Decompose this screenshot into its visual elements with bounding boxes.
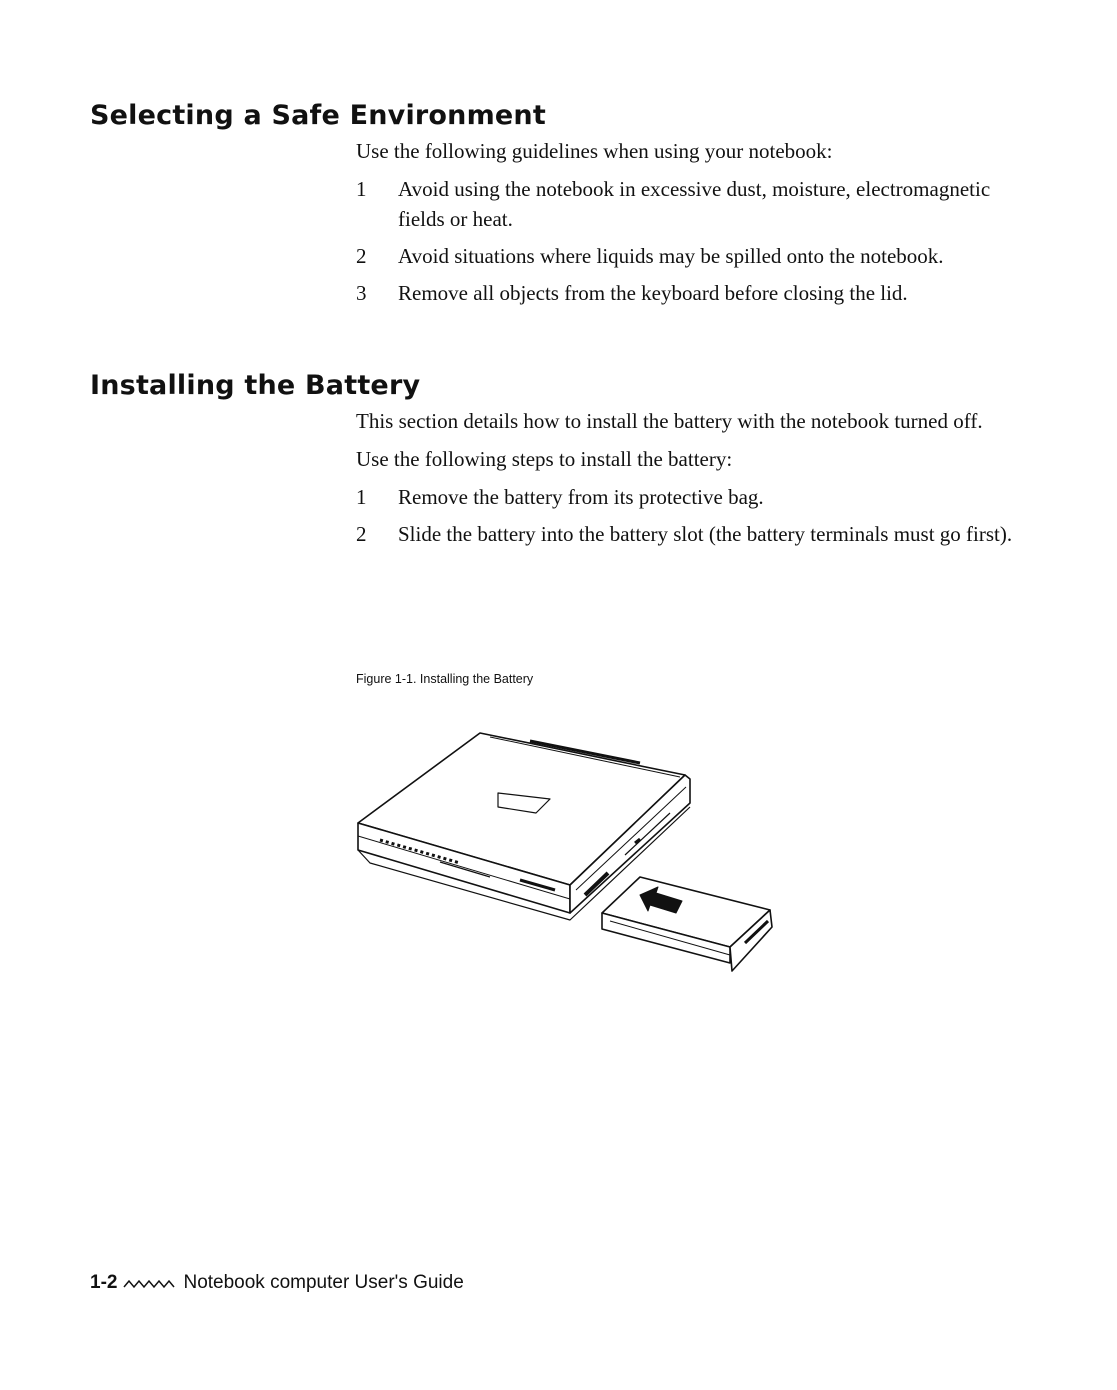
safe-environment-list: [356, 174, 1016, 308]
installing-battery-steps: [356, 482, 1016, 549]
section-heading-installing-battery: Installing the Battery: [90, 370, 421, 401]
figure-caption: Figure 1-1. Installing the Battery: [356, 672, 534, 686]
list-text: Avoid using the notebook in excessive dust, moisture, electromagnetic fields or heat.: [398, 177, 991, 231]
list-text: Slide the battery into the battery slot (the battery terminals must go first).: [398, 522, 1013, 546]
list-number: 2: [356, 522, 367, 546]
list-item: [356, 482, 1016, 512]
installing-battery-lead: Use the following steps to install the battery:: [356, 447, 733, 471]
list-text: Remove the battery from its protective bag.: [398, 485, 764, 509]
list-item: [356, 519, 1016, 549]
list-item: [356, 278, 1016, 308]
section-heading-safe-environment: Selecting a Safe Environment: [90, 100, 546, 131]
notebook-battery-illustration: [340, 715, 800, 985]
safe-environment-body: [356, 136, 1016, 315]
list-number: 1: [356, 177, 367, 201]
list-item: [356, 174, 1016, 234]
safe-environment-intro: Use the following guidelines when using your notebook:: [356, 139, 833, 163]
list-number: 1: [356, 485, 367, 509]
installing-battery-body: [356, 406, 1016, 556]
list-number: 2: [356, 244, 367, 268]
zigzag-logo-icon: [123, 1277, 177, 1289]
list-number: 3: [356, 281, 367, 305]
installing-battery-intro: This section details how to install the battery with the notebook turned off.: [356, 409, 983, 433]
guide-title: Notebook computer User's Guide: [183, 1272, 464, 1293]
list-item: [356, 241, 1016, 271]
page-footer: [90, 1272, 464, 1294]
page-number: 1-2: [90, 1272, 118, 1293]
list-text: Avoid situations where liquids may be spilled onto the notebook.: [398, 244, 944, 268]
list-text: Remove all objects from the keyboard before closing the lid.: [398, 281, 908, 305]
